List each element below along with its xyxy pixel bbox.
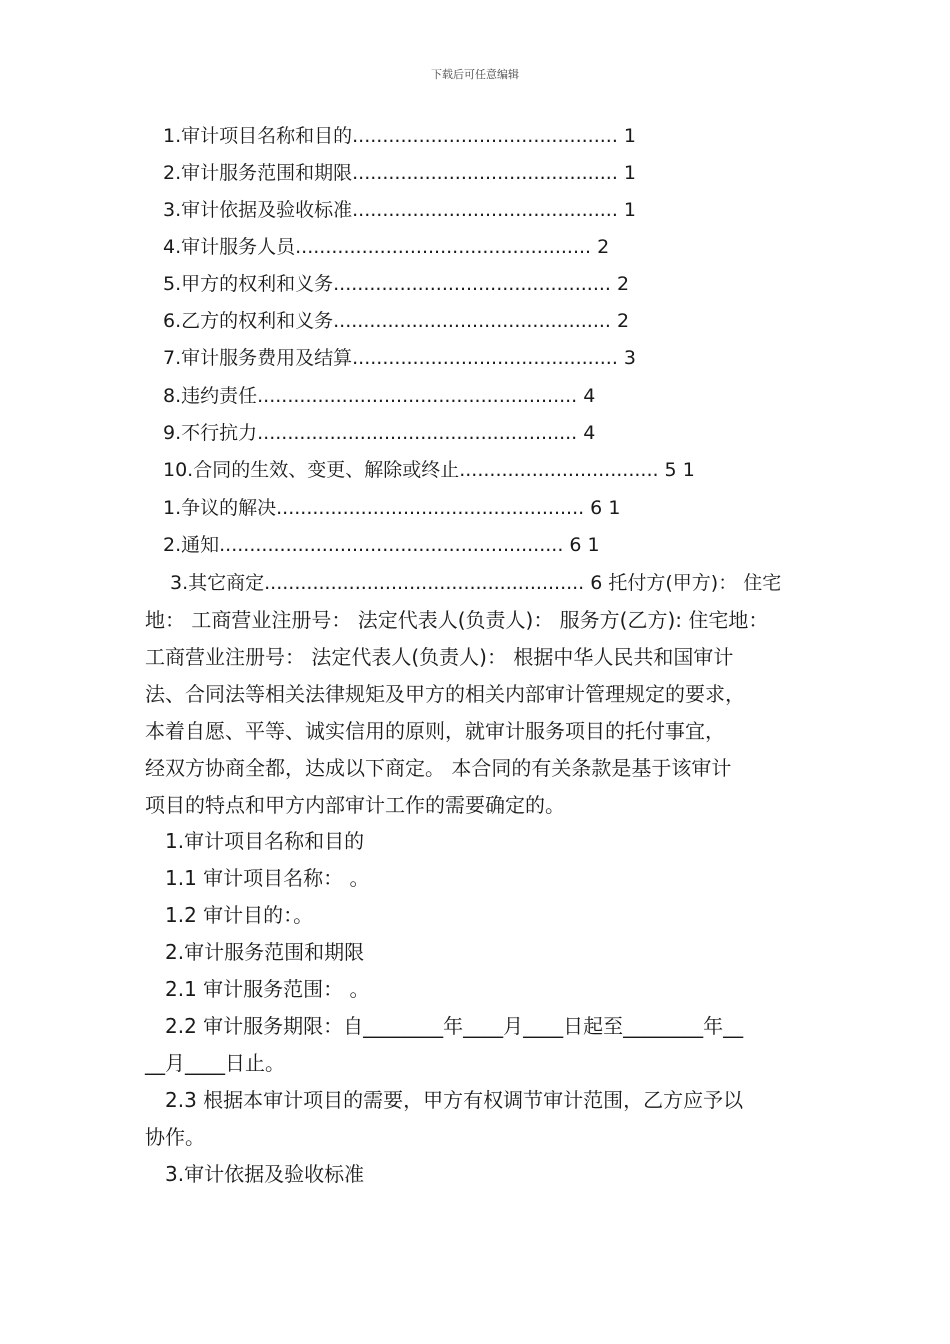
toc-entry-4: 4.审计服务人员................................................. 2	[163, 236, 610, 258]
toc-entry-11: 1.争议的解决................................................... 6 1	[163, 497, 621, 519]
section-item-2-2-cont: __月____日止。	[145, 1051, 285, 1075]
intro-line: 工商营业注册号： 法定代表人(负责人)： 根据中华人民共和国审计	[145, 645, 734, 669]
toc-entry-12: 2.通知......................................................... 6 1	[163, 534, 600, 556]
toc-entry-7: 7.审计服务费用及结算............................................ 3	[163, 347, 636, 369]
toc-entry-2: 2.审计服务范围和期限............................................ 1	[163, 162, 636, 184]
page-header: 下载后可任意编辑	[431, 68, 519, 81]
intro-line: 项目的特点和甲方内部审计工作的需要确定的。	[145, 793, 565, 817]
toc-entry-6: 6.乙方的权利和义务.............................................. 2	[163, 310, 630, 332]
section-item-2-3: 2.3 根据本审计项目的需要，甲方有权调节审计范围，乙方应予以	[165, 1088, 744, 1112]
intro-paragraph	[145, 565, 825, 824]
toc-entry-10: 10.合同的生效、变更、解除或终止................................. 5 1	[163, 459, 695, 481]
toc-entry-8: 8.违约责任..................................................... 4	[163, 385, 596, 407]
section-item-1-1: 1.1 审计项目名称： 。	[165, 866, 370, 890]
intro-line: 法、合同法等相关法律规矩及甲方的相关内部审计管理规定的要求，	[145, 682, 745, 706]
section-heading-1: 1.审计项目名称和目的	[165, 829, 365, 853]
section-item-2-3-cont: 协作。	[145, 1125, 205, 1149]
toc-entry-9: 9.不行抗力..................................................... 4	[163, 422, 596, 444]
intro-line: 本着自愿、平等、诚实信用的原则，就审计服务项目的托付事宜，	[145, 719, 725, 743]
section-item-2-2: 2.2 审计服务期限：自________年____月____日起至________年__	[165, 1014, 744, 1038]
intro-line: 地： 工商营业注册号： 法定代表人(负责人)： 服务方(乙方): 住宅地：	[145, 608, 769, 632]
toc-entry-3: 3.审计依据及验收标准............................................ 1	[163, 199, 636, 221]
intro-line: 经双方协商全都，达成以下商定。 本合同的有关条款是基于该审计	[145, 756, 732, 780]
toc-entry-1: 1.审计项目名称和目的............................................ 1	[163, 125, 636, 147]
intro-line: 3.其它商定..................................................... 6 托付方(甲方)： 住宅	[170, 572, 782, 594]
section-heading-3: 3.审计依据及验收标准	[165, 1162, 365, 1186]
section-item-1-2: 1.2 审计目的：。	[165, 903, 314, 927]
section-item-2-1: 2.1 审计服务范围： 。	[165, 977, 370, 1001]
section-heading-2: 2.审计服务范围和期限	[165, 940, 365, 964]
toc-entry-5: 5.甲方的权利和义务.............................................. 2	[163, 273, 630, 295]
